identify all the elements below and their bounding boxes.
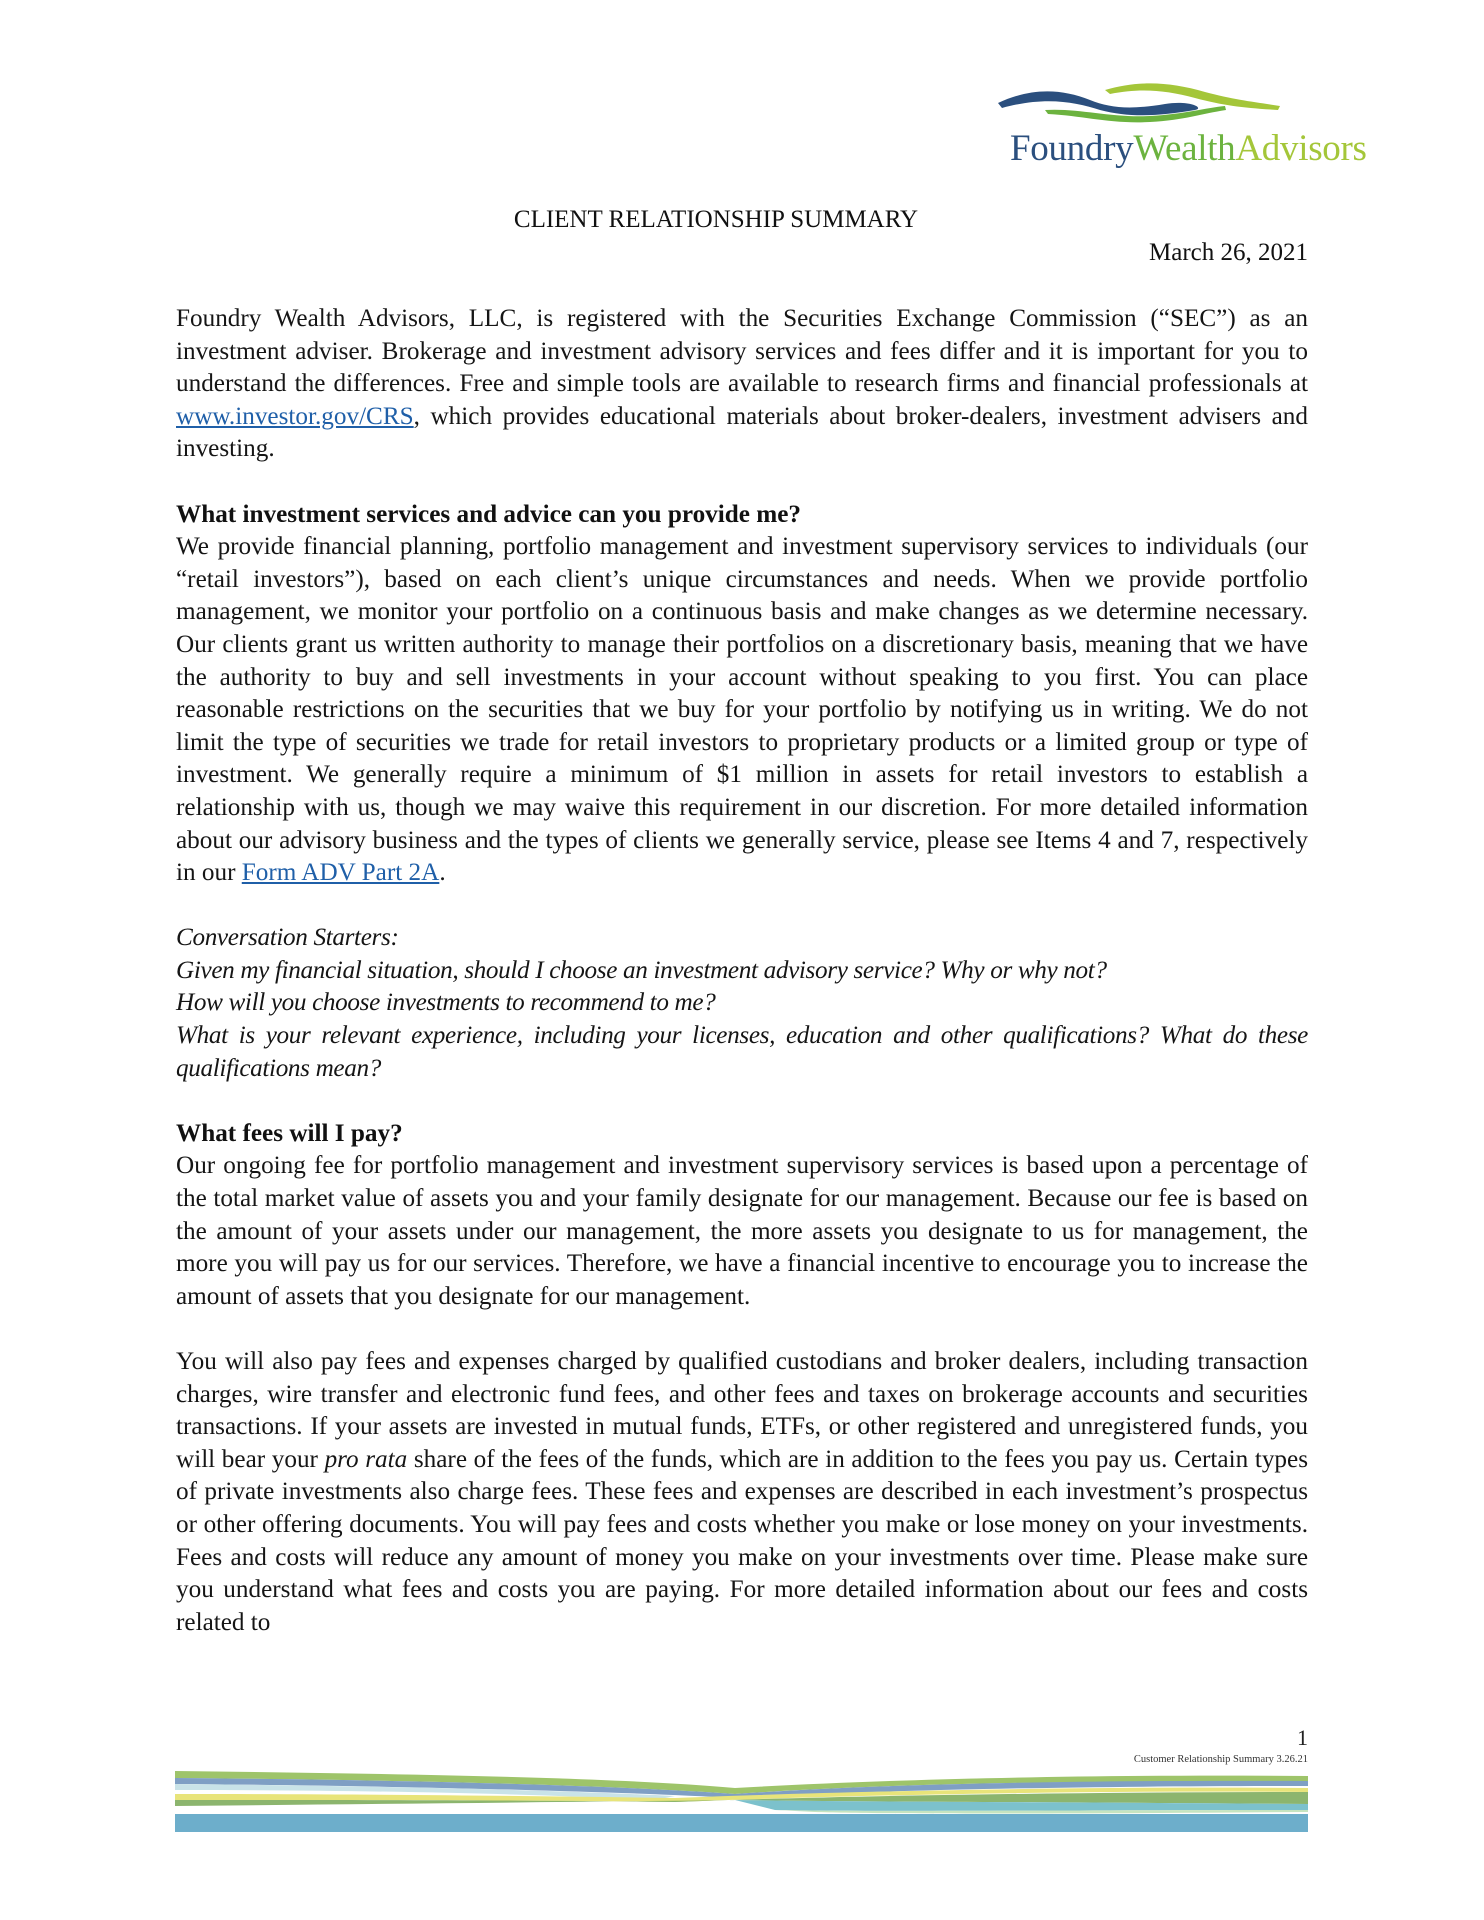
services-paragraph bbox=[176, 531, 1308, 890]
intro-text: Foundry Wealth Advisors, LLC, is registered with the Securities Exchange Commission (“SEC”) as an investment adviser. Brokerage and investment advisory services and fees differ and it is important for you to understand the differences. Free and simple tools are available to research firms and financial professionals at bbox=[176, 305, 1308, 398]
fees-paragraph-2 bbox=[176, 1346, 1308, 1639]
section-heading-services: What investment services and advice can you provide me? bbox=[176, 500, 801, 528]
footer-wave-band-icon bbox=[175, 1766, 1308, 1836]
fees-text: You will also pay fees and expenses charged by qualified custodians and broker dealers, including transaction charges, wire transfer and electronic fund fees, and other fees and taxes on brokerage accounts and securities transactions. If your assets are invested in mutual funds, ETFs, or other registered and unregistered funds, you will bear your bbox=[176, 1348, 1308, 1473]
form-adv-link[interactable]: Form ADV Part 2A bbox=[241, 859, 440, 887]
logo-word-wealth: Wealth bbox=[1133, 128, 1236, 169]
logo-word-advisors: Advisors bbox=[1235, 128, 1367, 169]
footer-caption: Customer Relationship Summary 3.26.21 bbox=[1133, 1754, 1308, 1765]
logo-wordmark bbox=[1010, 130, 1367, 167]
conversation-starters-label: Conversation Starters: bbox=[176, 924, 399, 952]
fees-paragraph-1: Our ongoing fee for portfolio management and investment supervisory services is based upon a percentage of the total market value of assets you and your family designate for our management. Because our fee is based on the amount of your assets under our management, the more assets you designate to us for management, the more you will pay us for our services. Therefore, we have a financial incentive to encourage you to increase the amount of assets that you designate for our management. bbox=[176, 1152, 1308, 1310]
section-heading-fees: What fees will I pay? bbox=[176, 1119, 403, 1147]
fees-text-end: share of the fees of the funds, which are in addition to the fees you pay us. Certain types of private investments also charge fees. These fees and expenses are described in each investment’s prospectus or other offering documents. You will pay fees and costs whether you make or lose money on your investments. Fees and costs will reduce any amount of money you make on your investments over time. Please make sure you understand what fees and costs you are paying. For more detailed information about our fees and costs related to bbox=[176, 1445, 1308, 1636]
investor-gov-link[interactable]: www.investor.gov/CRS bbox=[176, 402, 414, 430]
intro-paragraph bbox=[176, 303, 1308, 466]
conversation-starter-item: How will you choose investments to recommend to me? bbox=[176, 989, 716, 1017]
conversation-starter-item: Given my financial situation, should I choose an investment advisory service? Why or why not? bbox=[176, 956, 1107, 984]
pro-rata-italic: pro rata bbox=[324, 1445, 408, 1473]
wave-logo-icon bbox=[990, 78, 1320, 128]
services-text-end: . bbox=[439, 859, 446, 887]
document-body bbox=[176, 303, 1308, 1639]
intro-text-end: , which provides educational materials about broker-dealers, investment advisers and investing. bbox=[176, 402, 1308, 463]
page-title: CLIENT RELATIONSHIP SUMMARY bbox=[513, 206, 919, 233]
logo-word-foundry: Foundry bbox=[1010, 128, 1134, 169]
page-number: 1 bbox=[1297, 1725, 1308, 1750]
services-text: We provide financial planning, portfolio management and investment supervisory services to individuals (our “retail investors”), based on each client’s unique circumstances and needs. When we provide portfolio management, we monitor your portfolio on a continuous basis and make changes as we determine necessary. Our clients grant us written authority to manage their portfolios on a discretionary basis, meaning that we have the authority to buy and sell investments in your account without speaking to you first. You can place reasonable restrictions on the securities that we buy for your portfolio by notifying us in writing. We do not limit the type of securities we trade for retail investors to proprietary products or a limited group or type of investment. We generally require a minimum of $1 million in assets for retail investors to establish a relationship with us, though we may waive this requirement in our discretion. For more detailed information about our advisory business and the types of clients we generally service, please see Items 4 and 7, respectively in our bbox=[176, 533, 1308, 887]
conversation-starter-item: What is your relevant experience, including your licenses, education and other qualifications? What do these qualifications mean? bbox=[176, 1022, 1308, 1082]
document-date: March 26, 2021 bbox=[1149, 239, 1308, 266]
foundry-wealth-advisors-logo bbox=[990, 78, 1367, 178]
